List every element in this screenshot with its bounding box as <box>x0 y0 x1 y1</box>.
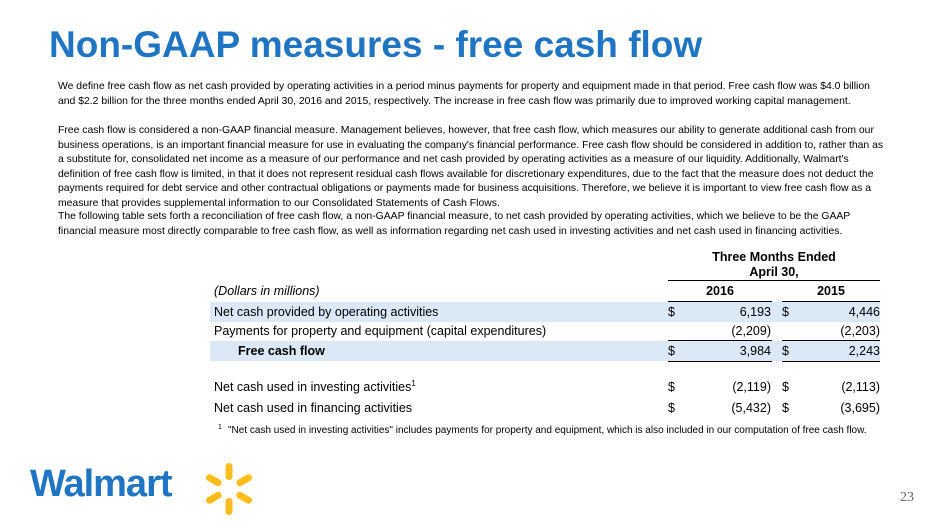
currency-symbol: $ <box>782 401 789 415</box>
column-header-2016: 2016 <box>706 284 734 298</box>
row-label-text: Net cash used in investing activities <box>214 380 412 394</box>
page-title: Non-GAAP measures - free cash flow <box>49 24 703 65</box>
value-2016: 3,984 <box>739 344 771 358</box>
footnote-marker: 1 <box>411 378 416 388</box>
units-label: (Dollars in millions) <box>214 284 320 298</box>
page-number: 23 <box>900 490 914 505</box>
table-row <box>210 321 880 341</box>
row-label: Net cash used in financing activities <box>214 401 413 415</box>
period-header-line1: Three Months Ended <box>712 250 836 264</box>
table-row <box>210 302 880 322</box>
value-2016: 6,193 <box>739 305 771 319</box>
currency-symbol: $ <box>782 305 789 319</box>
table-row-total <box>210 341 880 361</box>
footnote-text: "Net cash used in investing activities" includes payments for property and equipment, which is also included in our computation of free cash flow. <box>228 425 867 436</box>
intro-paragraph: We define free cash flow as net cash provided by operating activities in a period minus payments for property and equipment made in that period. Free cash flow was $4.0 billion and $2.2 billion for the three months ended April 30, 2016 and 2015, respectively. The increase in free cash flow was primarily due to improved working capital management. <box>58 81 870 107</box>
currency-symbol: $ <box>668 344 675 358</box>
total-rule-2015 <box>782 361 880 362</box>
row-label <box>214 377 416 397</box>
logo-wordmark: Walmart <box>30 463 172 505</box>
currency-symbol: $ <box>668 305 675 319</box>
value-2016: (2,119) <box>732 380 771 394</box>
table-footnote <box>218 424 888 438</box>
currency-symbol: $ <box>668 380 675 394</box>
value-2015: 4,446 <box>848 305 880 319</box>
value-2016: (5,432) <box>731 401 771 415</box>
table-row <box>210 398 880 418</box>
row-label: Net cash provided by operating activities <box>214 305 439 319</box>
row-label: Payments for property and equipment (capital expenditures) <box>214 324 547 338</box>
column-header-row <box>210 281 880 301</box>
period-header-line2: April 30, <box>749 265 799 279</box>
currency-symbol: $ <box>668 401 675 415</box>
total-rule-2016 <box>668 361 772 362</box>
value-2015: (2,203) <box>840 324 880 338</box>
value-2016: (2,209) <box>731 324 771 338</box>
reconciliation-paragraph: The following table sets forth a reconciliation of free cash flow, a non-GAAP financial measure, to net cash provided by operating activities, which we believe to be the GAAP financial measure most directly comparable to free cash flow, as well as information regarding net cash used in investing activities and net cash used in financing activities. <box>58 211 851 237</box>
footnote-marker: 1 <box>218 424 222 431</box>
table-row <box>210 377 880 397</box>
spark-icon <box>200 462 258 516</box>
currency-symbol: $ <box>782 344 789 358</box>
period-header <box>668 250 880 280</box>
currency-symbol: $ <box>782 380 789 394</box>
value-2015: 2,243 <box>848 344 880 358</box>
value-2015: (2,113) <box>841 380 880 394</box>
column-header-2015: 2015 <box>817 284 845 298</box>
definition-paragraph: Free cash flow is considered a non-GAAP financial measure. Management believes, however, that free cash flow, which measures our ability to generate additional cash from our business operations, is an important financial measure for use in evaluating the company's financial performance. Free cash flow should be considered in addition to, rather than as a substitute for, consolidated net income as a measure of our performance and net cash provided by operating activities as a measure of our liquidity. Additionally, Walmart's definition of free cash flow is limited, in that it does not represent residual cash flows available for discretionary expenditures, due to the fact that the measure does not deduct the payments required for debt service and other contractual obligations or payments made for business acquisitions. Therefore, we believe it is important to view free cash flow as a measure that provides supplemental information to our Consolidated Statements of Cash Flows. <box>58 125 884 209</box>
value-2015: (3,695) <box>840 401 880 415</box>
row-label: Free cash flow <box>238 344 325 358</box>
